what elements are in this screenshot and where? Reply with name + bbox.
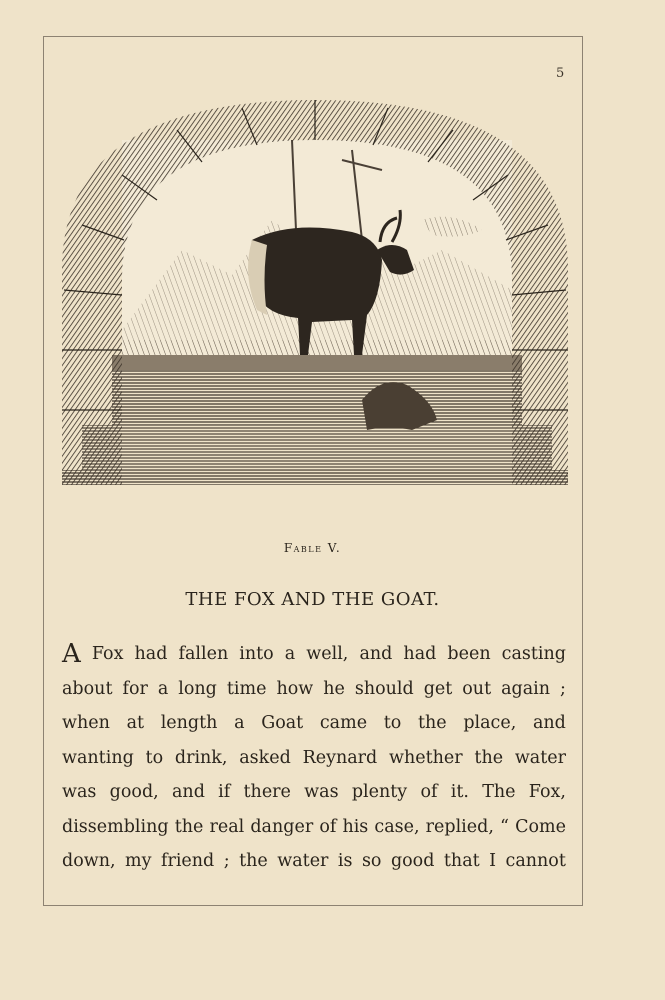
word: a: [157, 678, 169, 699]
word: about: [62, 678, 113, 699]
text-line: [62, 844, 566, 879]
word: came: [319, 713, 368, 733]
word: how: [276, 678, 314, 699]
text-line: [62, 672, 566, 707]
word: plenty: [351, 782, 408, 802]
word: to: [145, 747, 164, 768]
fable-title: THE FOX AND THE GOAT.: [185, 589, 440, 610]
word: and: [359, 644, 393, 664]
word: the: [474, 747, 504, 768]
word: is: [337, 851, 353, 871]
word: asked: [239, 747, 291, 768]
word: was: [304, 782, 339, 802]
word: my: [125, 851, 152, 871]
word: fallen: [178, 644, 229, 664]
word: ;: [223, 851, 230, 871]
word: place,: [463, 713, 517, 733]
word: good: [390, 851, 435, 871]
word: at: [126, 713, 145, 733]
word: if: [218, 782, 231, 802]
word: again: [501, 678, 551, 699]
word: was: [62, 782, 97, 802]
fable-body: [62, 637, 566, 879]
word: “: [500, 816, 509, 837]
word: Goat: [261, 713, 304, 733]
word: to: [383, 713, 402, 733]
word: good,: [109, 782, 159, 802]
word: well,: [306, 644, 349, 664]
page-number: 5: [556, 66, 565, 81]
word: of: [420, 782, 438, 802]
text-line: [62, 775, 566, 810]
text-line: [62, 637, 566, 672]
word: it.: [450, 782, 469, 802]
word: his: [342, 816, 369, 837]
word: had: [403, 644, 437, 664]
word: dissembling: [62, 816, 169, 837]
word: down,: [62, 851, 116, 871]
word: Come: [515, 816, 566, 837]
word: friend: [160, 851, 215, 871]
word: of: [319, 816, 337, 837]
word: and: [532, 713, 566, 733]
word: the: [417, 713, 447, 733]
word: whether: [389, 747, 463, 768]
word: for: [122, 678, 148, 699]
word: he: [323, 678, 345, 699]
drop-cap: A: [62, 639, 81, 669]
word: water: [514, 747, 566, 768]
word: time: [226, 678, 267, 699]
word: and: [171, 782, 205, 802]
word: a: [234, 713, 245, 733]
word: casting: [501, 644, 566, 664]
word: drink,: [174, 747, 228, 768]
word: I: [489, 851, 497, 871]
text-line: [62, 741, 566, 776]
word: case,: [374, 816, 420, 837]
word: wanting: [62, 747, 134, 768]
word: there: [243, 782, 291, 802]
word: ;: [560, 678, 566, 699]
text-line: [62, 706, 566, 741]
word: Fox,: [528, 782, 566, 802]
word: get: [423, 678, 453, 699]
text-line: [62, 810, 566, 845]
word: The: [482, 782, 516, 802]
word: Reynard: [302, 747, 378, 768]
word: long: [178, 678, 217, 699]
word: real: [209, 816, 245, 837]
word: that: [443, 851, 480, 871]
word: should: [354, 678, 414, 699]
word: water: [277, 851, 329, 871]
word: length: [160, 713, 218, 733]
fable-illustration: [62, 100, 568, 485]
word: the: [174, 816, 204, 837]
word: a: [284, 644, 296, 664]
word: been: [447, 644, 491, 664]
word: so: [361, 851, 382, 871]
word: into: [239, 644, 274, 664]
word: when: [62, 713, 110, 733]
fable-number-label: Fable V.: [283, 541, 342, 555]
word: the: [239, 851, 268, 871]
word: danger: [250, 816, 314, 837]
word: cannot: [505, 851, 566, 871]
word: had: [134, 644, 168, 664]
word: out: [462, 678, 492, 699]
word: replied,: [425, 816, 494, 837]
word: Fox: [91, 644, 124, 664]
